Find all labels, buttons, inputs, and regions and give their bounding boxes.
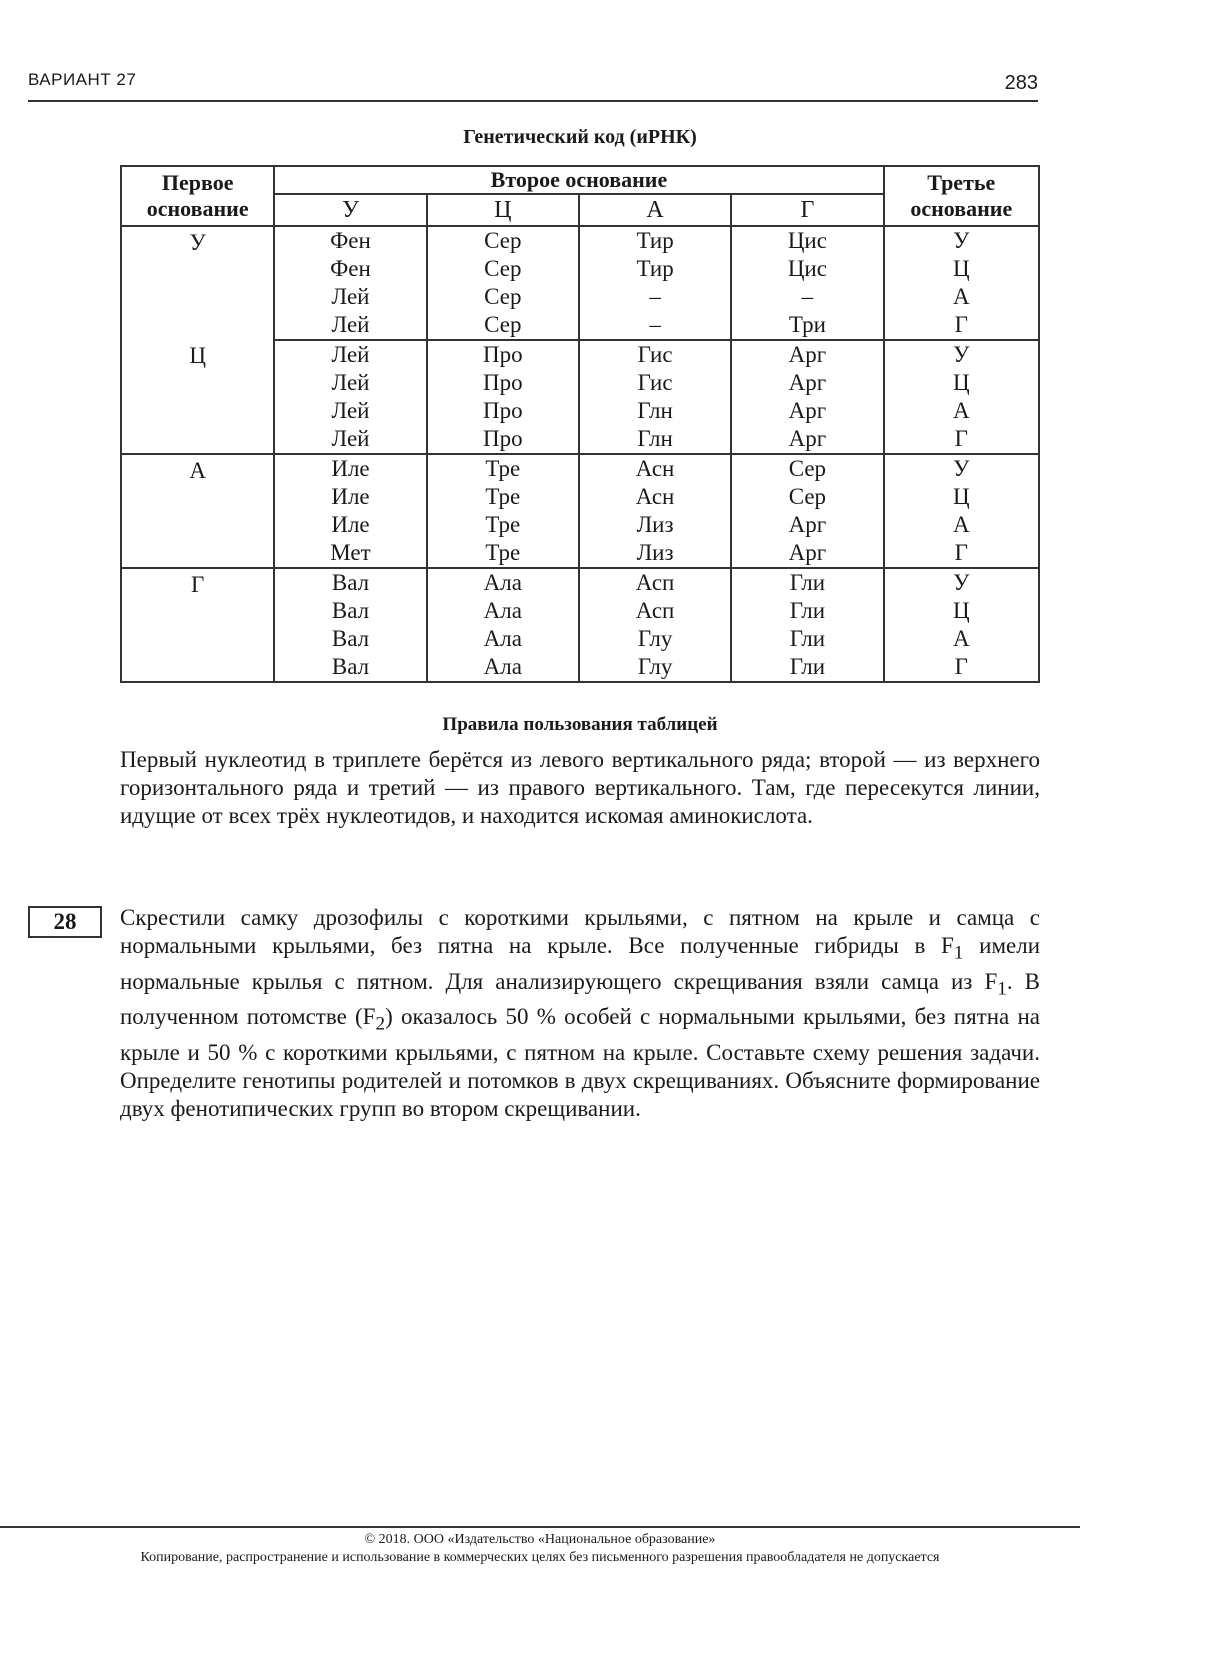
first-base-header <box>121 166 274 226</box>
third-base-cell: Ц <box>884 369 1039 397</box>
page-number: 283 <box>1004 72 1038 94</box>
table-cell: Асн <box>579 454 731 483</box>
table-title: Генетический код (иРНК) <box>463 126 697 148</box>
table-cell: Фен <box>274 255 426 283</box>
table-cell: Лей <box>274 283 426 311</box>
table-cell: Лей <box>274 311 426 340</box>
table-cell: Вал <box>274 625 426 653</box>
task-text <box>120 904 1040 1123</box>
table-cell: Арг <box>731 539 883 568</box>
first-base-header-line1: Первое <box>161 170 234 195</box>
footer-copyright: © 2018. ООО «Издательство «Национальное образование» <box>364 1532 716 1547</box>
table-cell: Сер <box>427 255 579 283</box>
third-base-header <box>884 166 1039 226</box>
table-cell: Асн <box>579 483 731 511</box>
table-cell: Лиз <box>579 511 731 539</box>
table-cell: Иле <box>274 454 426 483</box>
variant-label: ВАРИАНТ 27 <box>28 70 137 89</box>
table-cell: Асп <box>579 597 731 625</box>
table-cell: Глу <box>579 625 731 653</box>
task-text-part: ) оказалось 50 % особей с нормальными крыльями, без пятна на крыле и 50 % с короткими крыльями, с пятном на крыле. Составьте схему решения задачи. Определите генотипы родителей и потомков в двух скрещиваниях. Объясните формирование двух фенотипических групп во втором скрещивании. <box>120 1004 1040 1121</box>
subscript: 2 <box>375 1013 386 1035</box>
third-base-cell: У <box>884 340 1039 369</box>
task-text-part: Скрестили самку дрозофилы с короткими крыльями, с пятном на крыле и самца с нормальными крыльями, без пятна на крыле. Все полученные гибриды в F <box>120 905 1040 958</box>
table-cell: Арг <box>731 369 883 397</box>
third-base-cell: Г <box>884 653 1039 682</box>
table-cell: Ала <box>427 597 579 625</box>
second-base-c: Ц <box>427 194 579 226</box>
table-cell: Сер <box>731 483 883 511</box>
table-cell: – <box>731 283 883 311</box>
second-base-g: Г <box>731 194 883 226</box>
third-base-header-line1: Третье <box>927 170 996 195</box>
table-cell: Сер <box>427 283 579 311</box>
first-base-g: Г <box>121 568 274 682</box>
third-base-cell: А <box>884 511 1039 539</box>
table-cell: Про <box>427 425 579 454</box>
table-cell: Тре <box>427 539 579 568</box>
page-header <box>28 66 1038 102</box>
table-cell: Тир <box>579 226 731 255</box>
third-base-cell: Ц <box>884 255 1039 283</box>
first-base-a: А <box>121 454 274 568</box>
subscript: 1 <box>997 978 1007 1000</box>
table-cell: Арг <box>731 397 883 425</box>
third-base-cell: А <box>884 283 1039 311</box>
task-number-box: 28 <box>28 906 102 938</box>
third-base-cell: Г <box>884 311 1039 340</box>
first-base-c: Ц <box>121 340 274 454</box>
task-text-part: . В полученном потомстве (F <box>120 968 1040 1030</box>
table-cell: Лей <box>274 397 426 425</box>
second-base-a: А <box>579 194 731 226</box>
table-cell: Гли <box>731 625 883 653</box>
third-base-cell: У <box>884 568 1039 597</box>
table-cell: Тир <box>579 255 731 283</box>
table-cell: Гли <box>731 568 883 597</box>
third-base-cell: А <box>884 625 1039 653</box>
table-cell: Гис <box>579 340 731 369</box>
third-base-cell: Г <box>884 425 1039 454</box>
second-base-header: Второе основание <box>274 166 883 194</box>
table-cell: Глн <box>579 397 731 425</box>
genetic-code-table <box>120 165 1040 683</box>
third-base-header-line2: основание <box>910 196 1013 221</box>
footer-notice: Копирование, распространение и использование в коммерческих целях без письменного разрешения правообладателя не допускается <box>140 1550 940 1565</box>
table-cell: Гли <box>731 597 883 625</box>
third-base-cell: Ц <box>884 483 1039 511</box>
table-cell: Лиз <box>579 539 731 568</box>
table-cell: Цис <box>731 226 883 255</box>
table-cell: Три <box>731 311 883 340</box>
table-cell: Фен <box>274 226 426 255</box>
rules-text: Первый нуклеотид в триплете берётся из левого вертикального ряда; второй — из верхнего горизонтального ряда и третий — из правого вертикального. Там, где пересекутся линии, идущие от всех трёх нуклеотидов, и находится искомая аминокислота. <box>120 747 1040 828</box>
first-base-u: У <box>121 226 274 340</box>
table-cell: Гис <box>579 369 731 397</box>
table-cell: Цис <box>731 255 883 283</box>
table-cell: Иле <box>274 483 426 511</box>
table-cell: Мет <box>274 539 426 568</box>
third-base-cell: У <box>884 226 1039 255</box>
table-cell: Лей <box>274 425 426 454</box>
table-cell: Про <box>427 369 579 397</box>
table-cell: Тре <box>427 454 579 483</box>
table-cell: Арг <box>731 340 883 369</box>
subscript: 1 <box>953 942 964 964</box>
third-base-cell: У <box>884 454 1039 483</box>
table-cell: Вал <box>274 597 426 625</box>
table-cell: Сер <box>427 226 579 255</box>
table-cell: Ала <box>427 625 579 653</box>
table-cell: Сер <box>731 454 883 483</box>
table-row <box>121 568 1039 597</box>
table-cell: Про <box>427 340 579 369</box>
second-base-u: У <box>274 194 426 226</box>
table-cell: Вал <box>274 653 426 682</box>
rules-title: Правила пользования таблицей <box>442 714 718 735</box>
table-cell: Сер <box>427 311 579 340</box>
table-cell: Иле <box>274 511 426 539</box>
table-cell: Глу <box>579 653 731 682</box>
table-cell: – <box>579 283 731 311</box>
table-cell: Лей <box>274 340 426 369</box>
first-base-header-line2: основание <box>146 196 249 221</box>
table-cell: Асп <box>579 568 731 597</box>
table-cell: Ала <box>427 653 579 682</box>
table-cell: Арг <box>731 511 883 539</box>
table-row <box>121 454 1039 483</box>
table-cell: – <box>579 311 731 340</box>
table-cell: Вал <box>274 568 426 597</box>
table-row <box>121 226 1039 255</box>
table-cell: Глн <box>579 425 731 454</box>
third-base-cell: Ц <box>884 597 1039 625</box>
third-base-cell: А <box>884 397 1039 425</box>
table-cell: Тре <box>427 483 579 511</box>
table-cell: Ала <box>427 568 579 597</box>
task-text-part: имели нормальные крылья с пятном. Для анализирующего скрещивания взяли самца из F <box>120 933 1041 994</box>
table-cell: Тре <box>427 511 579 539</box>
table-cell: Гли <box>731 653 883 682</box>
table-cell: Арг <box>731 425 883 454</box>
third-base-cell: Г <box>884 539 1039 568</box>
footer-divider <box>0 1526 1080 1528</box>
table-row <box>121 340 1039 369</box>
table-cell: Лей <box>274 369 426 397</box>
table-cell: Про <box>427 397 579 425</box>
